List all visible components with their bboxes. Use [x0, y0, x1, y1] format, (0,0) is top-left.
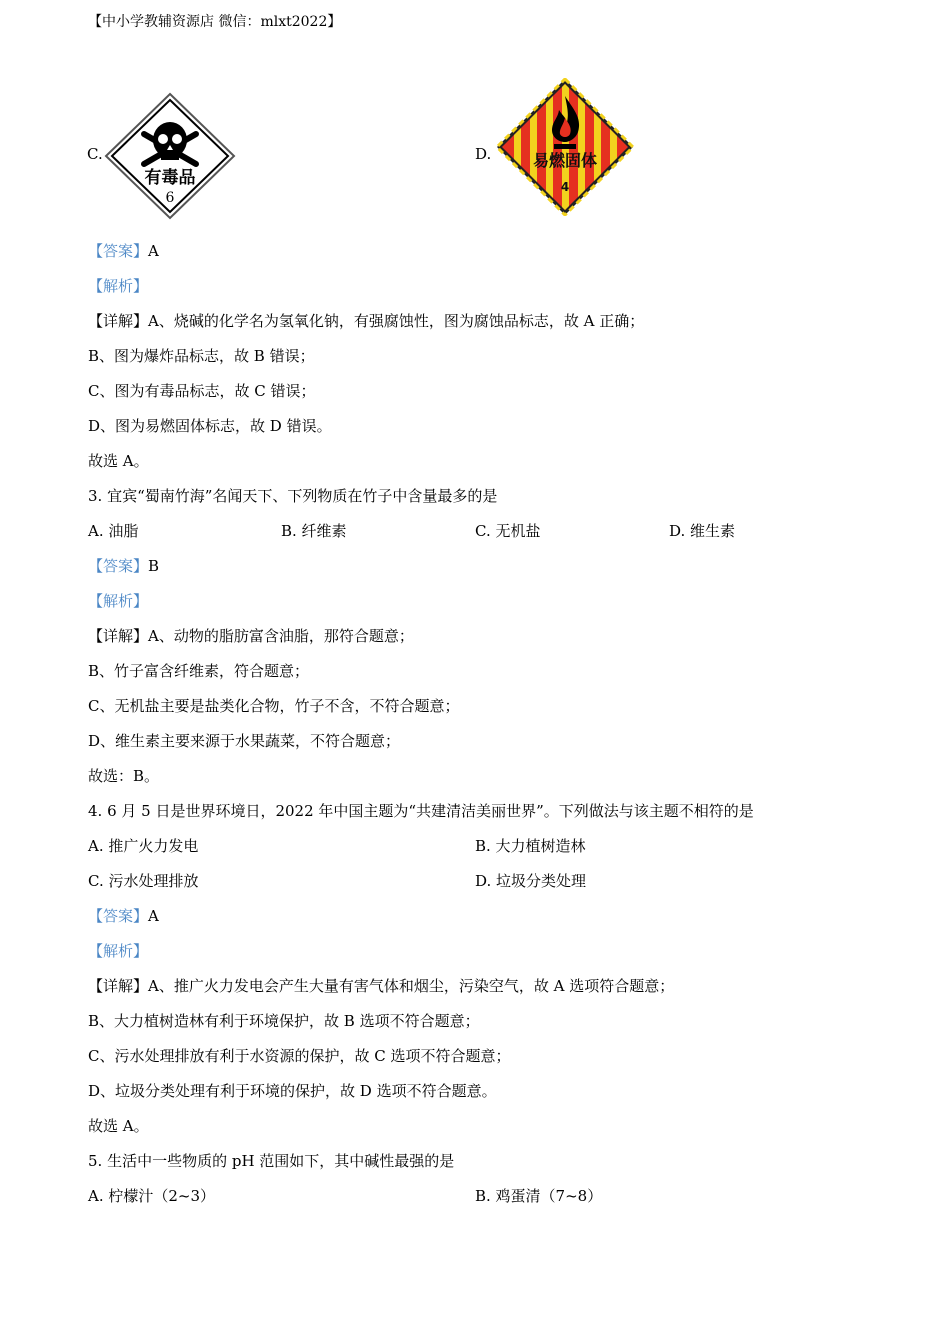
flammable-sign-number: 4: [560, 180, 570, 194]
detail-tag: 【详解】: [88, 312, 149, 330]
q2-analysis-tag: 【解析】: [88, 277, 149, 295]
flammable-solid-sign: [496, 78, 634, 216]
q3-answer: [88, 556, 159, 576]
answer-tag: 【答案】: [88, 907, 149, 925]
q4-answer: [88, 906, 159, 926]
q3-stem: 3. 宜宾“蜀南竹海”名闻天下、下列物质在竹子中含量最多的是: [88, 487, 498, 505]
q3-option-d: D. 维生素: [669, 522, 736, 540]
q3-option-a: A. 油脂: [88, 522, 139, 540]
q4-detail: [88, 976, 674, 996]
q3-line-c: C、无机盐主要是盐类化合物，竹子不含，不符合题意；: [88, 697, 460, 715]
answer-value: B: [148, 557, 160, 575]
q4-line-b: B、大力植树造林有利于环境保护，故 B 选项不符合题意；: [88, 1012, 480, 1030]
q5-stem: 5. 生活中一些物质的 pH 范围如下，其中碱性最强的是: [88, 1152, 455, 1170]
page-header: 【中小学教辅资源店 微信：mlxt2022】: [88, 14, 342, 30]
q2-answer: [88, 241, 159, 261]
q4-option-c: C. 污水处理排放: [88, 872, 199, 890]
q4-stem: 4. 6 月 5 日是世界环境日，2022 年中国主题为“共建清洁美丽世界”。下列做法与该主题不相符的是: [88, 802, 754, 820]
detail-tag: 【详解】: [88, 977, 149, 995]
q5-option-a: A. 柠檬汁（2~3）: [88, 1187, 216, 1205]
option-d-label: D.: [475, 145, 492, 163]
answer-tag: 【答案】: [88, 242, 149, 260]
toxic-sign-number: 6: [165, 190, 175, 206]
q4-option-d: D. 垃圾分类处理: [475, 872, 587, 890]
detail-tag: 【详解】: [88, 627, 149, 645]
q4-choose: 故选 A。: [88, 1117, 149, 1135]
detail-text: A、烧碱的化学名为氢氧化钠，有强腐蚀性，图为腐蚀品标志，故 A 正确；: [148, 312, 645, 330]
q2-line-b: B、图为爆炸品标志，故 B 错误；: [88, 347, 315, 365]
answer-value: A: [148, 907, 159, 925]
q4-option-a: A. 推广火力发电: [88, 837, 199, 855]
q3-option-c: C. 无机盐: [475, 522, 541, 540]
toxic-sign: [104, 92, 236, 220]
detail-text: A、动物的脂肪富含油脂，那符合题意；: [148, 627, 414, 645]
q3-analysis-tag: 【解析】: [88, 592, 149, 610]
q4-option-b: B. 大力植树造林: [475, 837, 586, 855]
answer-value: A: [148, 242, 159, 260]
detail-text: A、推广火力发电会产生大量有害气体和烟尘，污染空气，故 A 选项符合题意；: [148, 977, 675, 995]
q2-line-d: D、图为易燃固体标志，故 D 错误。: [88, 417, 332, 435]
q4-analysis-tag: 【解析】: [88, 942, 149, 960]
q3-detail: [88, 626, 414, 646]
q4-line-c: C、污水处理排放有利于水资源的保护，故 C 选项不符合题意；: [88, 1047, 511, 1065]
flammable-sign-text: 易燃固体: [532, 151, 598, 170]
q2-detail: [88, 311, 644, 331]
q4-line-d: D、垃圾分类处理有利于环境的保护，故 D 选项不符合题意。: [88, 1082, 497, 1100]
q3-line-b: B、竹子富含纤维素，符合题意；: [88, 662, 310, 680]
q5-option-b: B. 鸡蛋清（7~8）: [475, 1187, 603, 1205]
q2-choose: 故选 A。: [88, 452, 149, 470]
toxic-sign-text: 有毒品: [144, 168, 196, 188]
q3-option-b: B. 纤维素: [281, 522, 347, 540]
q3-line-d: D、维生素主要来源于水果蔬菜，不符合题意；: [88, 732, 401, 750]
option-c-label: C.: [87, 145, 103, 163]
q3-choose: 故选：B。: [88, 767, 160, 785]
q2-line-c: C、图为有毒品标志，故 C 错误；: [88, 382, 316, 400]
answer-tag: 【答案】: [88, 557, 149, 575]
